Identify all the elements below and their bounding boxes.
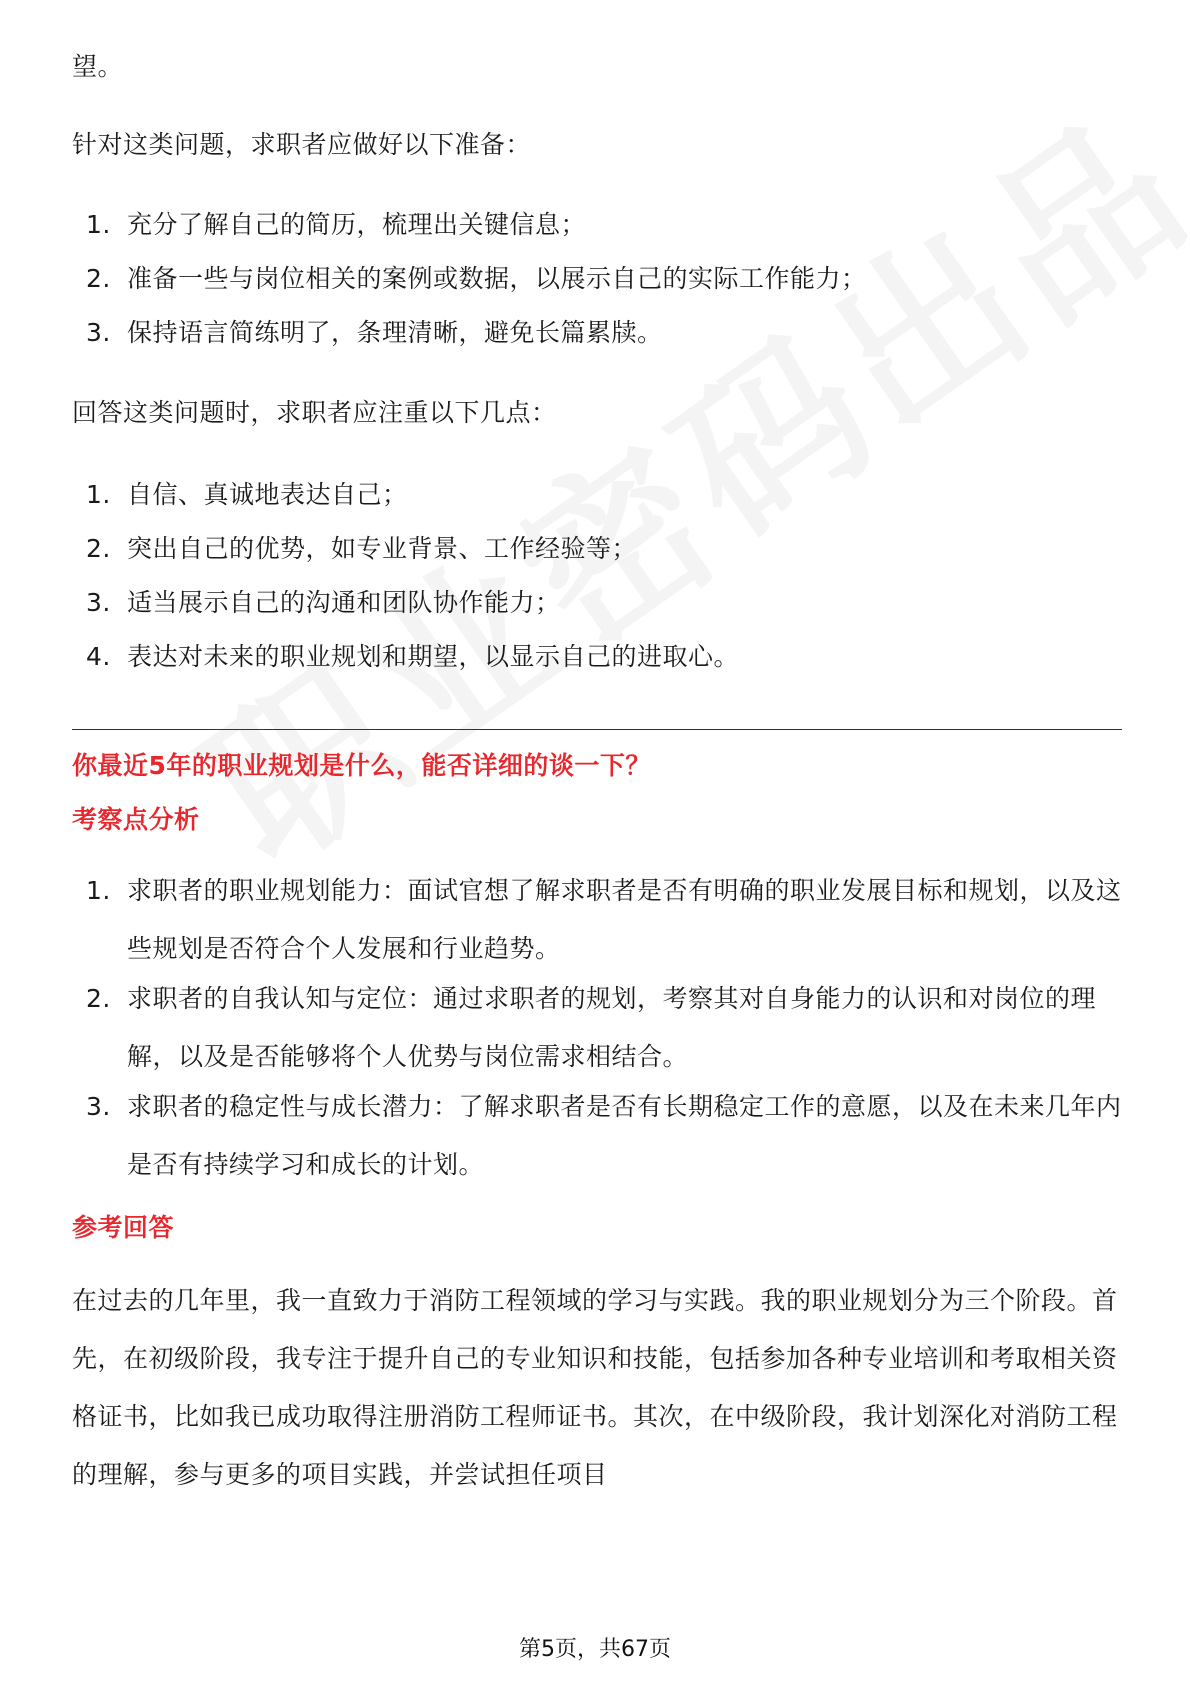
list-item bbox=[72, 520, 1122, 578]
reference-heading: 参考回答 bbox=[72, 1213, 175, 1242]
list-number: 3. bbox=[86, 1092, 111, 1121]
prep-intro: 针对这类问题，求职者应做好以下准备： bbox=[72, 130, 532, 159]
intro-fragment: 望。 bbox=[72, 52, 124, 81]
list-number: 1. bbox=[86, 210, 111, 239]
list-number: 2. bbox=[86, 264, 111, 293]
question-title: 你最近5年的职业规划是什么，能否详细的谈一下？ bbox=[72, 751, 651, 780]
analysis-heading: 考察点分析 bbox=[72, 805, 200, 834]
list-text: 适当展示自己的沟通和团队协作能力； bbox=[127, 588, 561, 617]
list-item bbox=[72, 862, 1122, 978]
list-text: 求职者的稳定性与成长潜力：了解求职者是否有长期稳定工作的意愿，以及在未来几年内是否有持续学习和成长的计划。 bbox=[127, 1092, 1122, 1179]
list-item bbox=[72, 970, 1122, 1086]
list-text: 求职者的职业规划能力：面试官想了解求职者是否有明确的职业发展目标和规划，以及这些规划是否符合个人发展和行业趋势。 bbox=[127, 876, 1122, 963]
list-number: 1. bbox=[86, 480, 111, 509]
list-number: 1. bbox=[86, 876, 111, 905]
list-item bbox=[72, 304, 1122, 362]
list-text: 自信、真诚地表达自己； bbox=[127, 480, 408, 509]
page-footer: 第5页，共67页 bbox=[519, 1637, 671, 1662]
list-item bbox=[72, 628, 1122, 686]
list-item bbox=[72, 250, 1122, 308]
list-number: 2. bbox=[86, 534, 111, 563]
list-text: 充分了解自己的简历，梳理出关键信息； bbox=[127, 210, 587, 239]
answer-intro: 回答这类问题时，求职者应注重以下几点： bbox=[72, 398, 557, 427]
list-number: 2. bbox=[86, 984, 111, 1013]
list-text: 保持语言简练明了，条理清晰，避免长篇累牍。 bbox=[127, 318, 663, 347]
list-text: 求职者的自我认知与定位：通过求职者的规划，考察其对自身能力的认识和对岗位的理解，以及是否能够将个人优势与岗位需求相结合。 bbox=[127, 984, 1097, 1071]
list-text: 准备一些与岗位相关的案例或数据，以展示自己的实际工作能力； bbox=[127, 264, 867, 293]
list-text: 突出自己的优势，如专业背景、工作经验等； bbox=[127, 534, 638, 563]
reference-text: 在过去的几年里，我一直致力于消防工程领域的学习与实践。我的职业规划分为三个阶段。首先，在初级阶段，我专注于提升自己的专业知识和技能，包括参加各种专业培训和考取相关资格证书，比如我已成功取得注册消防工程师证书。其次，在中级阶段，我计划深化对消防工程的理解，参与更多的项目实践，并尝试担任项目 bbox=[72, 1286, 1118, 1489]
section-divider bbox=[72, 729, 1122, 730]
list-number: 4. bbox=[86, 642, 111, 671]
list-item bbox=[72, 196, 1122, 254]
list-item bbox=[72, 466, 1122, 524]
list-number: 3. bbox=[86, 318, 111, 347]
list-item bbox=[72, 574, 1122, 632]
list-number: 3. bbox=[86, 588, 111, 617]
list-item bbox=[72, 1078, 1122, 1194]
list-text: 表达对未来的职业规划和期望，以显示自己的进取心。 bbox=[127, 642, 740, 671]
